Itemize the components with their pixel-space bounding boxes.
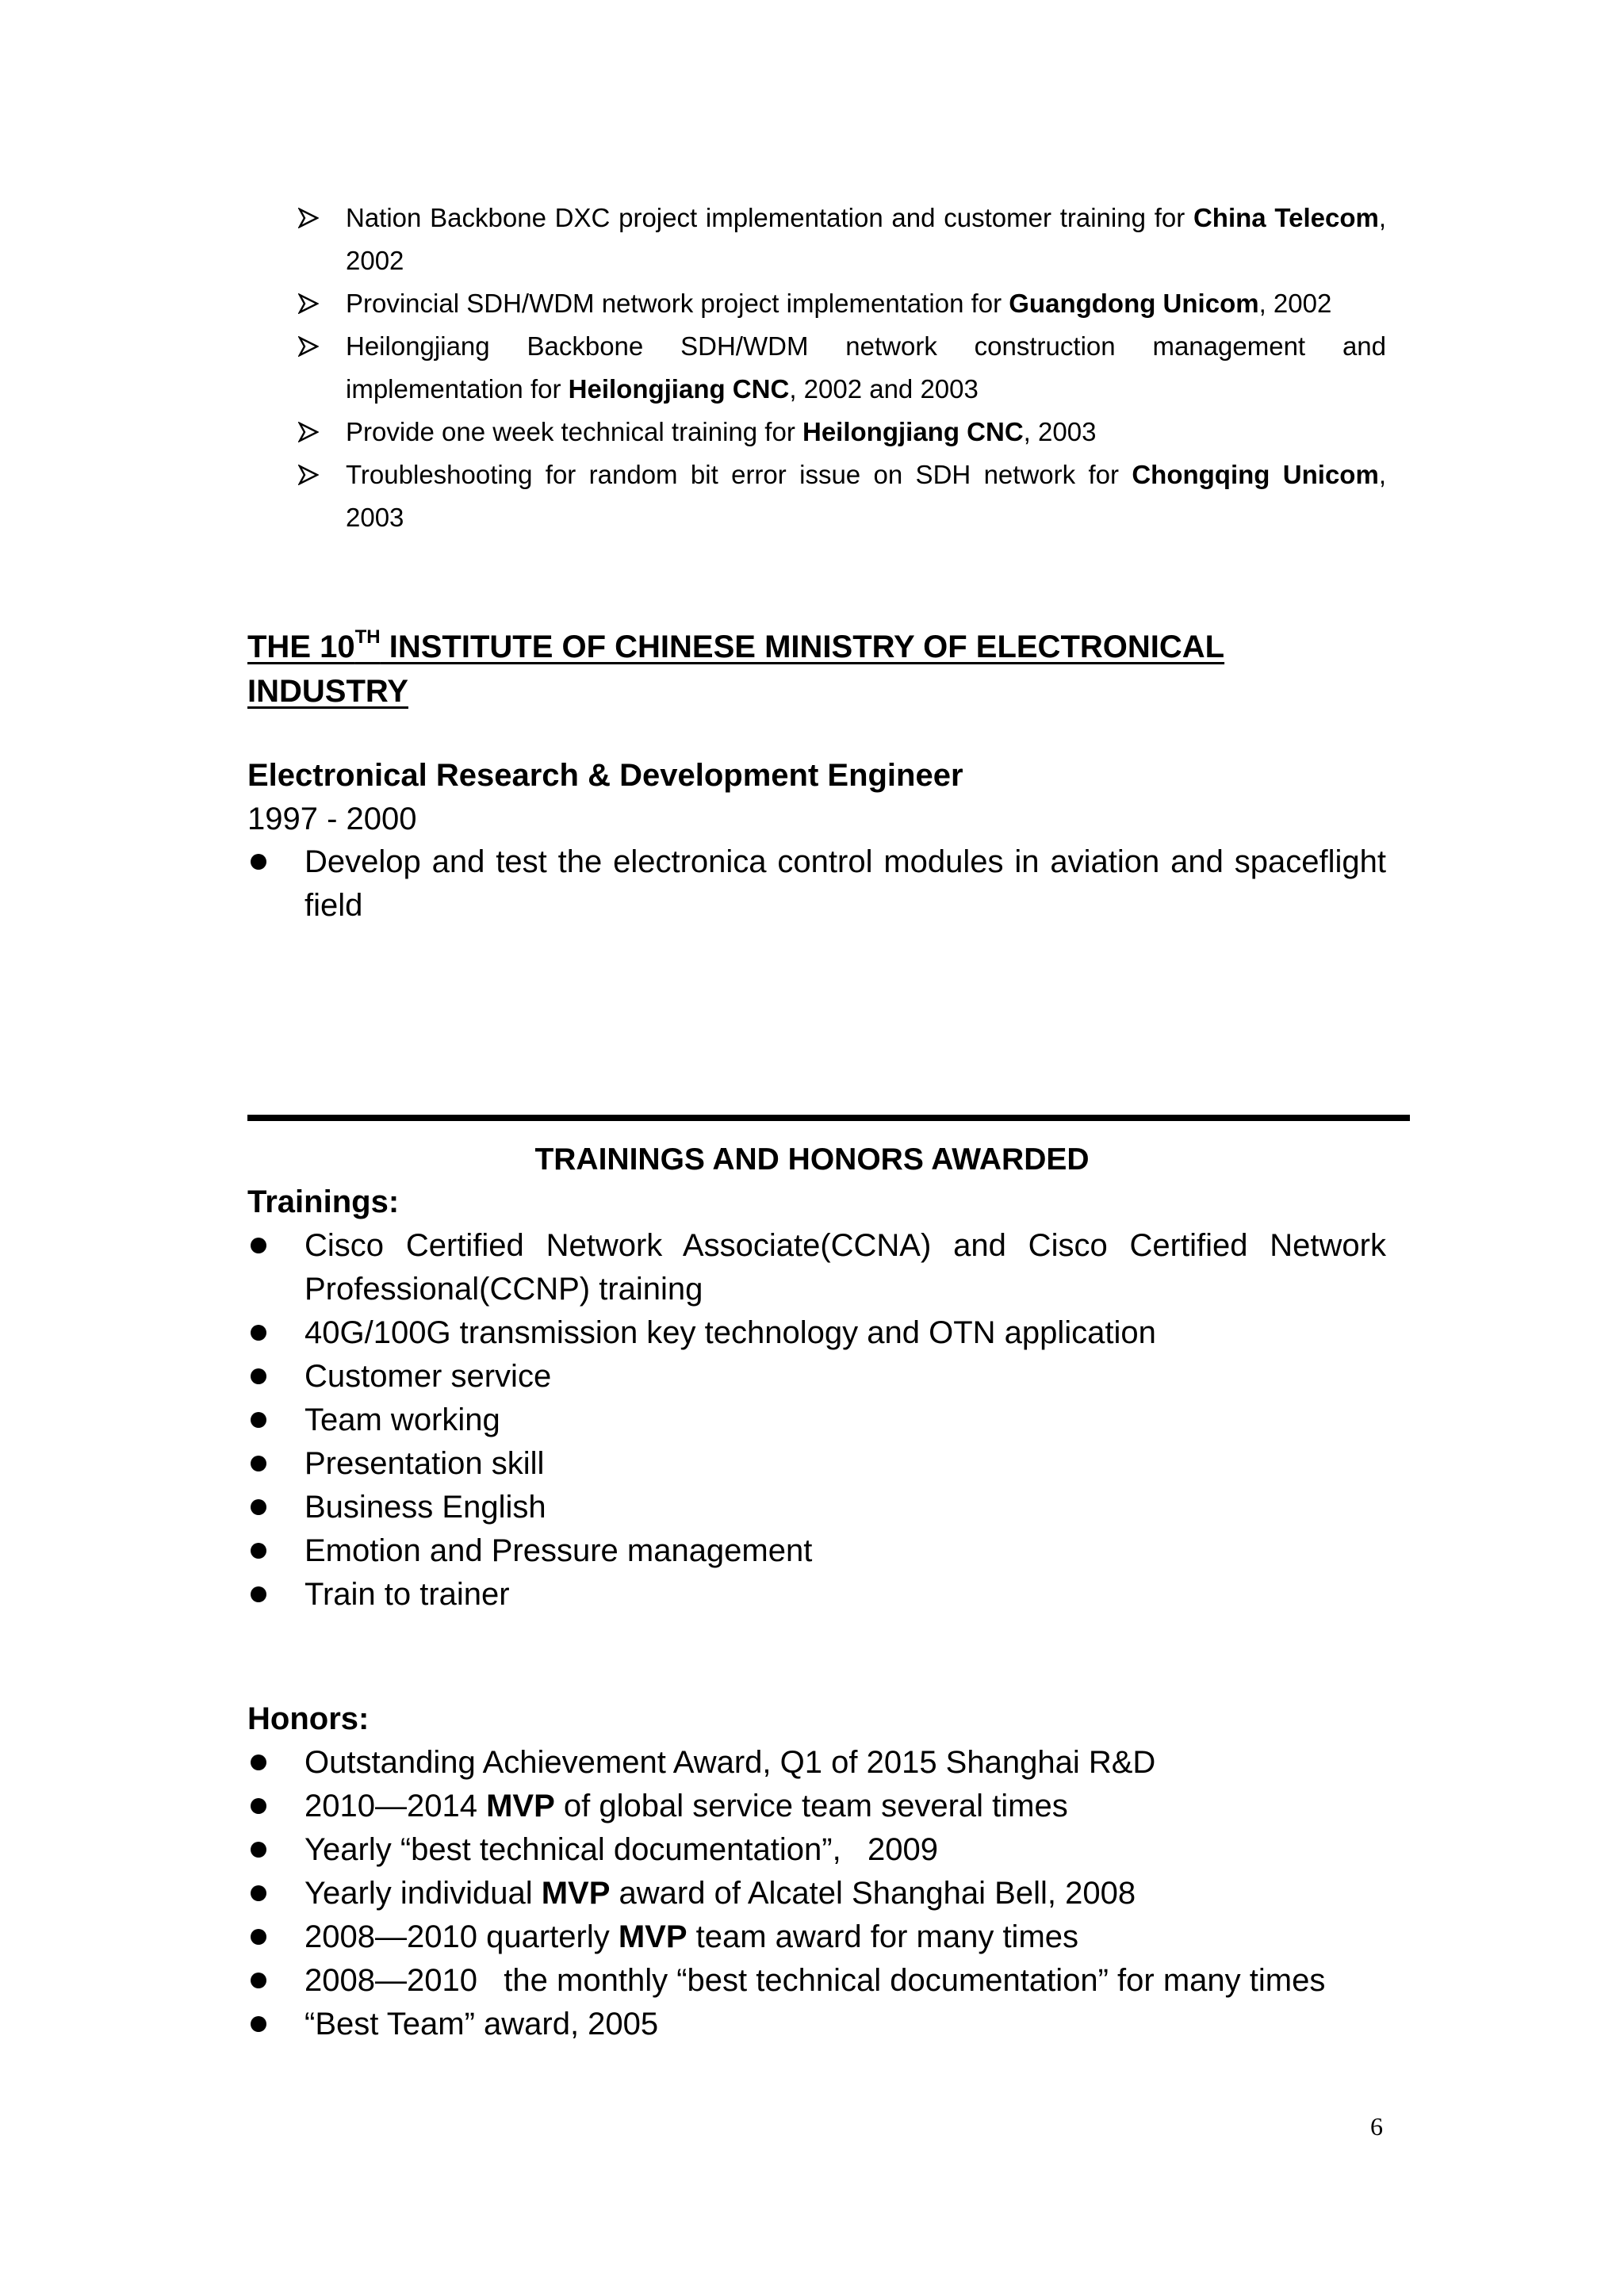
bullet-dot-icon — [251, 1238, 266, 1253]
arrow-bullet-icon — [298, 325, 322, 368]
bullet-dot-icon — [251, 1973, 266, 1988]
honor-item: 2008—2010 quarterly MVP team award for many times — [247, 1915, 1386, 1959]
training-item: Customer service — [247, 1355, 1386, 1399]
bullet-dot-icon — [251, 1499, 266, 1515]
bullet-dot-icon — [251, 1368, 266, 1384]
job-title: Electronical Research & Development Engineer — [247, 758, 963, 793]
arrow-bullet-icon — [298, 411, 322, 453]
employer-heading: THE 10TH INSTITUTE OF CHINESE MINISTRY OF ELECTRONICAL INDUSTRY — [247, 626, 1225, 709]
honor-item: “Best Team” award, 2005 — [247, 2003, 1386, 2046]
client-name: Heilongjiang CNC — [568, 374, 790, 404]
bullet-dot-icon — [251, 2016, 266, 2032]
client-name: Guangdong Unicom — [1009, 289, 1259, 318]
honor-item: Yearly “best technical documentation”, 2009 — [247, 1828, 1386, 1872]
training-item: Train to trainer — [247, 1573, 1386, 1617]
mvp-label: MVP — [486, 1789, 555, 1823]
training-item: 40G/100G transmission key technology and OTN application — [247, 1311, 1386, 1355]
honor-item: Outstanding Achievement Award, Q1 of 2015 Shanghai R&D — [247, 1741, 1386, 1785]
training-item: Presentation skill — [247, 1442, 1386, 1486]
project-list — [298, 197, 1386, 539]
duty-item: Develop and test the electronica control modules in aviation and spaceflight field — [247, 840, 1386, 928]
client-name: Heilongjiang CNC — [802, 417, 1024, 446]
duty-list — [247, 840, 1386, 928]
project-item: Nation Backbone DXC project implementation and customer training for China Telecom, 2002 — [298, 197, 1386, 282]
honor-item: 2008—2010 the monthly “best technical documentation” for many times — [247, 1959, 1386, 2003]
training-item: Business English — [247, 1486, 1386, 1529]
honors-list — [247, 1741, 1386, 2046]
bullet-dot-icon — [251, 1586, 266, 1602]
bullet-dot-icon — [251, 1755, 266, 1770]
honor-item: 2010—2014 MVP of global service team several times — [247, 1785, 1386, 1828]
job-years: 1997 - 2000 — [247, 802, 417, 836]
mvp-label: MVP — [541, 1876, 611, 1911]
project-item: Provincial SDH/WDM network project implementation for Guangdong Unicom, 2002 — [298, 282, 1386, 325]
section-title: TRAININGS AND HONORS AWARDED — [534, 1142, 1090, 1177]
section-divider — [247, 1115, 1410, 1121]
project-item: Heilongjiang Backbone SDH/WDM network construction management and implementation for Heilongjiang CNC, 2002 and 2003 — [298, 325, 1386, 411]
bullet-dot-icon — [251, 1543, 266, 1559]
bullet-dot-icon — [251, 854, 266, 870]
page-number: 6 — [1370, 2112, 1383, 2141]
honors-heading: Honors: — [247, 1701, 370, 1736]
arrow-bullet-icon — [298, 197, 322, 239]
arrow-bullet-icon — [298, 282, 322, 325]
client-name: China Telecom — [1193, 203, 1379, 232]
training-item: Cisco Certified Network Associate(CCNA) and Cisco Certified Network Professional(CCNP) training — [247, 1224, 1386, 1311]
bullet-dot-icon — [251, 1456, 266, 1471]
bullet-dot-icon — [251, 1412, 266, 1428]
arrow-bullet-icon — [298, 453, 322, 496]
honor-item: Yearly individual MVP award of Alcatel Shanghai Bell, 2008 — [247, 1872, 1386, 1915]
training-item: Team working — [247, 1399, 1386, 1442]
bullet-dot-icon — [251, 1929, 266, 1945]
bullet-dot-icon — [251, 1842, 266, 1858]
bullet-dot-icon — [251, 1325, 266, 1341]
project-item: Provide one week technical training for Heilongjiang CNC, 2003 — [298, 411, 1386, 453]
training-item: Emotion and Pressure management — [247, 1529, 1386, 1573]
bullet-dot-icon — [251, 1885, 266, 1901]
mvp-label: MVP — [618, 1919, 688, 1954]
client-name: Chongqing Unicom — [1132, 460, 1379, 489]
trainings-heading: Trainings: — [247, 1184, 400, 1219]
project-item: Troubleshooting for random bit error issue on SDH network for Chongqing Unicom, 2003 — [298, 453, 1386, 539]
bullet-dot-icon — [251, 1798, 266, 1814]
trainings-list — [247, 1224, 1386, 1617]
